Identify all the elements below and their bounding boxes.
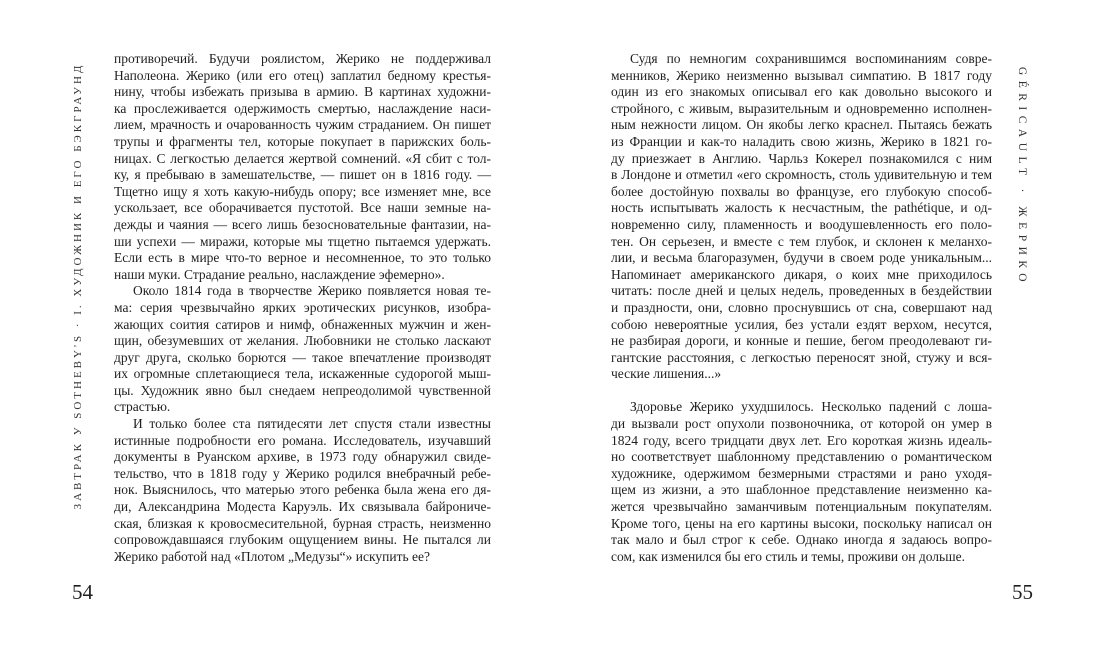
text-line: нину, чтобы избежать призыва в армию. В картинах художни- [114, 84, 491, 100]
text-line: ду приезжает в Англию. Чарльз Кокерел познакомился с ним [611, 150, 992, 166]
text-line: трупы и фрагменты тел, которые покупает в парижских боль- [114, 133, 491, 149]
paragraph [611, 51, 992, 383]
text-line: ным нежности лицом. Он якобы легко краснел. Пытаясь бежать [611, 117, 992, 133]
paragraph [114, 283, 491, 416]
text-line: один из его знакомых описывал его как довольно высокого и [611, 84, 992, 100]
text-line: ность испытывать жалость к несчастным, the pathétique, и од- [611, 200, 992, 216]
left-page-number: 54 [72, 580, 93, 604]
text-line: и праздности, они, словно проснувшись от сна, совершают над [611, 299, 992, 315]
text-line: 1824 году, всего тридцати двух лет. Его короткая жизнь идеаль- [611, 432, 992, 448]
text-line: лием, мрачность и очарованность чужим страданием. Он пишет [114, 117, 491, 133]
text-line: более достойную похвалы во французе, его глубокую способ- [611, 183, 992, 199]
text-line: наши муки. Страдание реально, наслаждение эфемерно». [114, 266, 445, 282]
text-line: ди вызвали рост опухоли позвоночника, от которой он умер в [611, 416, 992, 432]
text-line: И только более ста пятидесяти лет спустя стали известны [133, 416, 491, 432]
text-line: не разбирая дороги, и конные и пешие, бегом преодолевают ги- [611, 333, 992, 349]
text-line: тельство, что в 1818 году у Жерико родился внебрачный ребе- [114, 465, 491, 481]
text-line: ская, близкая к кровосмесительной, бурная страсть, неизменно [114, 515, 491, 531]
text-line: новременно силу, пламенность и воодушевленность его поло- [611, 216, 992, 232]
text-line: Тщетно ищу я хоть какую-нибудь опору; все изменяет мне, все [114, 183, 491, 199]
text-line: страстью. [114, 399, 171, 415]
text-line: стройного, с живым, выразительным и одновременно исполнен- [611, 100, 992, 116]
text-line: цы. Художник явно был снедаем непреодолимой чувственной [114, 382, 491, 398]
text-line: гантские расстояния, с легкостью переносят зной, стужу и вся- [611, 349, 992, 365]
text-line: их огромные сплетающиеся тела, искаженные судорогой мыш- [114, 366, 491, 382]
text-line: так мало и был строг к себе. Однако иногда я задаюсь вопро- [611, 532, 992, 548]
text-line: противоречий. Будучи роялистом, Жерико не поддерживал [114, 51, 491, 66]
text-line: собою невероятные усилия, без устали ездят верхом, несутся, [611, 316, 992, 332]
text-line: Здоровье Жерико ухудшилось. Несколько падений с лоша- [630, 399, 992, 415]
text-line: из Франции и как-то наладить свою жизнь, Жерико в 1821 го- [611, 133, 992, 149]
text-line: щин, обезумевших от желания. Любовники не столько ласкают [114, 333, 491, 349]
right-running-title: GÉRICAULT · ЖЕРИКО [1016, 66, 1028, 288]
text-line: ди, Александрина Модеста Каруэль. Их связывала байрониче- [114, 499, 491, 515]
text-line: но соответствует шаблонному представлению о романтическом [611, 449, 992, 465]
text-line: лии, и весьма благоразумен, будучи в своем роде уникальным... [611, 250, 992, 266]
text-line: ши успехи — миражи, которые мы тщетно пытаемся удержать. [114, 233, 491, 249]
text-line: ускользает, все оборачивается пустотой. Все наши земные на- [114, 200, 491, 216]
text-line: сом, как изменился бы его стиль и темы, проживи он дольше. [611, 548, 965, 564]
paragraph [114, 51, 491, 283]
text-line: Около 1814 года в творчестве Жерико появляется новая те- [133, 283, 491, 299]
text-line: истинные подробности его романа. Исследователь, изучавший [114, 432, 491, 448]
paragraph [611, 399, 992, 565]
text-line: щем из жизни, а это шаблонное представление неизменно ка- [611, 482, 992, 498]
text-line: сопровождавшаяся глубоким ощущением вины. Не пытался ли [114, 532, 491, 548]
text-line: ка прослеживается одержимость смертью, наслаждение наси- [114, 100, 491, 116]
text-line: Кроме того, цены на его картины высоки, поскольку написал он [611, 515, 992, 531]
text-line: ческие лишения...» [611, 366, 722, 382]
text-line: документы в Руанском архиве, в 1973 году обнаружил свиде- [114, 449, 491, 465]
text-line: тен. Он серьезен, и вместе с тем глубок, и склонен к меланхо- [611, 233, 992, 249]
text-line: ма: серия чрезвычайно ярких эротических рисунков, изобра- [114, 299, 491, 315]
text-line: ницах. С легкостью делается жертвой сомнений. «Я сбит с тол- [114, 150, 491, 166]
text-line: Напоминает американского дикаря, о коих мне приходилось [611, 266, 992, 282]
right-page-number: 55 [1012, 580, 1033, 604]
text-line: жется чрезвычайно заманчивым потенциальным покупателям. [611, 499, 992, 515]
text-line: в Лондоне и отметил «его скромность, столь удивительную и тем [611, 167, 992, 183]
text-line: Жерико работой над «Плотом „Медузы“» искупить ее? [114, 548, 430, 564]
text-line: дежды и чаяния — всего лишь безосновательные фантазии, на- [114, 216, 491, 232]
text-line: менников, Жерико неизменно вызывал симпатию. В 1817 году [611, 67, 992, 83]
right-page-text-column [611, 51, 992, 565]
text-line: друг друга, сколько борются — такое впечатление производят [114, 349, 491, 365]
text-line: ку, я пребываю в замешательстве, — пишет он в 1816 году. — [114, 167, 491, 183]
paragraph [114, 416, 491, 565]
text-line: жающих соития сатиров и нимф, обнаженных мужчин и жен- [114, 316, 491, 332]
text-line: Если есть в мире что-то верное и несомненное, то это только [114, 250, 491, 266]
left-page-text-column [114, 51, 491, 565]
text-line: нок. Выяснилось, что матерью этого ребенка была жена его дя- [114, 482, 491, 498]
text-line: художнике, одержимом безмерными страстями и рано уходя- [611, 465, 992, 481]
text-line: Наполеона. Жерико (или его отец) заплатил бедному крестья- [114, 67, 491, 83]
left-running-title: ЗАВТРАК У SOTHEBY'S · I. ХУДОЖНИК И ЕГО БЭКГРАУНД [72, 62, 84, 510]
text-line: читать: после дней и целых недель, проведенных в бездействии [611, 283, 992, 299]
text-line: Судя по немногим сохранившимся воспоминаниям совре- [630, 51, 992, 66]
